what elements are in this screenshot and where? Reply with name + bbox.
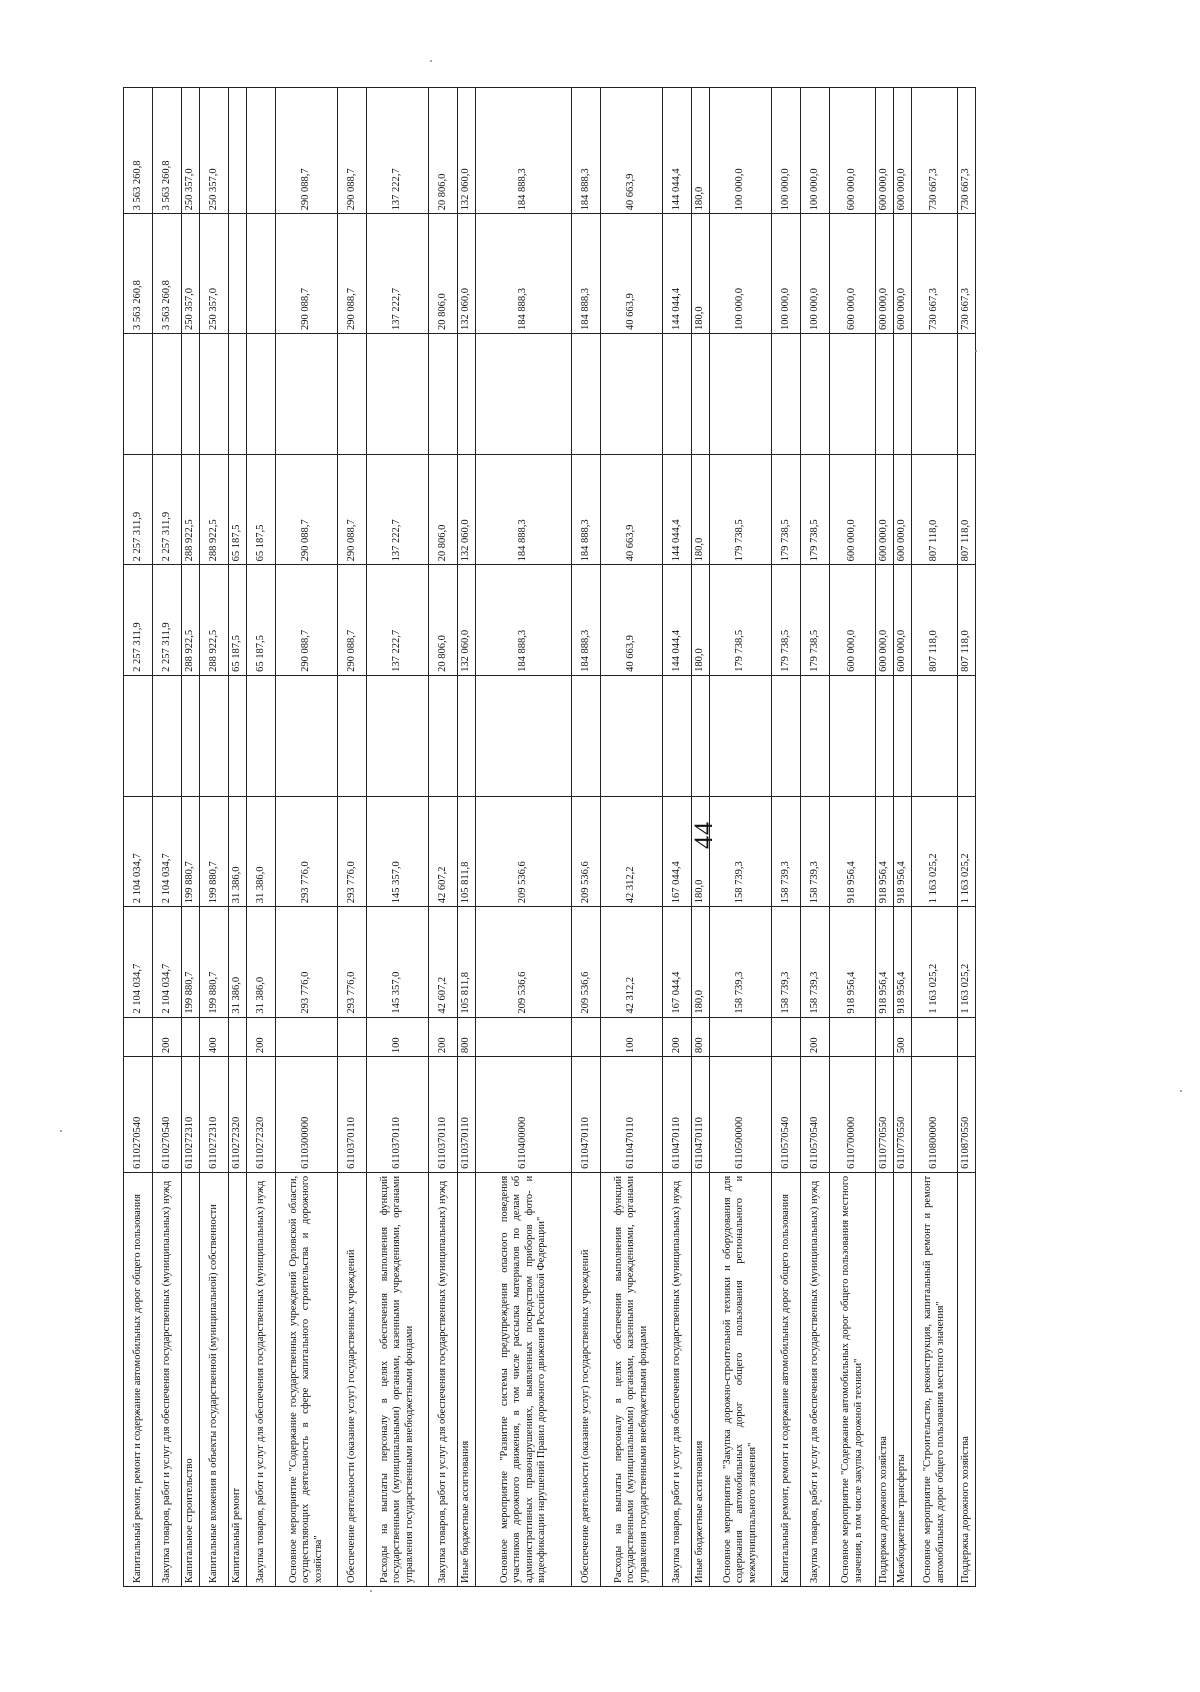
cell-code: 6110300000	[276, 1057, 338, 1173]
cell-amount: 250 357,0	[200, 214, 229, 334]
cell-vr	[912, 1017, 958, 1056]
cell-amount: 918 956,4	[830, 907, 876, 1017]
table-row	[894, 88, 912, 1587]
cell-empty	[801, 333, 830, 454]
cell-code: 6110770550	[894, 1057, 912, 1173]
cell-amount: 600 000,0	[876, 454, 894, 564]
cell-amount: 290 088,7	[276, 454, 338, 564]
cell-empty	[229, 675, 247, 796]
cell-amount: 184 888,3	[476, 88, 572, 214]
cell-amount: 31 386,0	[247, 796, 276, 906]
cell-amount: 730 667,3	[912, 88, 958, 214]
cell-amount: 100 000,0	[772, 214, 801, 334]
cell-amount: 918 956,4	[894, 907, 912, 1017]
budget-table	[123, 87, 976, 1587]
cell-amount: 144 044,4	[663, 88, 692, 214]
cell-amount: 137 222,7	[367, 454, 429, 564]
cell-empty	[692, 333, 710, 454]
cell-amount: 293 776,0	[338, 907, 367, 1017]
cell-code: 6110272310	[182, 1057, 200, 1173]
cell-amount: 179 738,5	[772, 454, 801, 564]
cell-amount: 100 000,0	[710, 214, 772, 334]
cell-amount: 290 088,7	[338, 214, 367, 334]
cell-amount: 40 663,9	[601, 454, 663, 564]
cell-amount: 20 806,0	[429, 565, 458, 675]
cell-amount: 209 536,6	[476, 907, 572, 1017]
cell-amount: 288 922,5	[200, 565, 229, 675]
cell-vr: 800	[692, 1017, 710, 1056]
cell-name: Закупка товаров, работ и услуг для обеспечения государственных (муниципальных) нужд	[801, 1172, 830, 1586]
cell-vr: 400	[200, 1017, 229, 1056]
cell-name: Поддержка дорожного хозяйства	[958, 1172, 976, 1586]
cell-code: 6110570540	[801, 1057, 830, 1173]
cell-amount: 807 118,0	[958, 454, 976, 564]
cell-amount: 918 956,4	[876, 796, 894, 906]
table-row	[367, 88, 429, 1587]
cell-name: Основное мероприятие "Закупка дорожно-строительной техники и оборудования для содержания автомобильных дорог общего пользования регионального и межмуниципального значения"	[710, 1172, 772, 1586]
cell-name: Основное мероприятие "Строительство, реконструкция, капитальный ремонт и ремонт автомобильных дорог общего пользования местного значения"	[912, 1172, 958, 1586]
cell-amount: 100 000,0	[801, 88, 830, 214]
cell-empty	[572, 333, 601, 454]
cell-amount: 290 088,7	[338, 88, 367, 214]
cell-amount: 40 663,9	[601, 214, 663, 334]
table-row	[710, 88, 772, 1587]
cell-amount: 65 187,5	[229, 454, 247, 564]
cell-amount: 730 667,3	[958, 214, 976, 334]
cell-code: 6110870550	[958, 1057, 976, 1173]
cell-code: 6110272320	[247, 1057, 276, 1173]
cell-amount: 184 888,3	[572, 565, 601, 675]
cell-empty	[601, 333, 663, 454]
table-row	[338, 88, 367, 1587]
cell-amount: 184 888,3	[476, 214, 572, 334]
cell-amount: 209 536,6	[476, 796, 572, 906]
cell-vr	[124, 1017, 153, 1056]
cell-amount: 100 000,0	[710, 88, 772, 214]
cell-amount: 158 739,3	[772, 907, 801, 1017]
cell-amount: 137 222,7	[367, 565, 429, 675]
cell-amount: 184 888,3	[572, 88, 601, 214]
cell-amount: 40 663,9	[601, 565, 663, 675]
cell-amount: 3 563 260,8	[153, 214, 182, 334]
cell-vr	[710, 1017, 772, 1056]
cell-empty	[124, 333, 153, 454]
cell-amount: 1 163 025,2	[912, 907, 958, 1017]
cell-code: 6110370110	[458, 1057, 476, 1173]
cell-empty	[710, 675, 772, 796]
cell-amount	[247, 214, 276, 334]
cell-amount: 2 104 034,7	[153, 796, 182, 906]
cell-name: Капитальные вложения в объекты государственной (муниципальной) собственности	[200, 1172, 229, 1586]
cell-amount: 600 000,0	[830, 214, 876, 334]
table-row	[229, 88, 247, 1587]
cell-empty	[692, 675, 710, 796]
cell-empty	[367, 675, 429, 796]
cell-empty	[601, 675, 663, 796]
cell-amount: 184 888,3	[476, 565, 572, 675]
cell-name: Обеспечение деятельности (оказание услуг) государственных учреждений	[572, 1172, 601, 1586]
cell-name: Закупка товаров, работ и услуг для обеспечения государственных (муниципальных) нужд	[663, 1172, 692, 1586]
cell-amount: 137 222,7	[367, 88, 429, 214]
cell-amount: 600 000,0	[876, 88, 894, 214]
cell-empty	[429, 675, 458, 796]
cell-amount: 31 386,0	[229, 907, 247, 1017]
cell-amount: 290 088,7	[338, 565, 367, 675]
cell-code: 6110470110	[572, 1057, 601, 1173]
cell-name: Расходы на выплаты персоналу в целях обеспечения выполнения функций государственными (муниципальными) органами, казенными учреждениями, органами управления государственными внебюджетными фондами	[367, 1172, 429, 1586]
cell-amount: 2 104 034,7	[124, 796, 153, 906]
cell-amount: 807 118,0	[912, 565, 958, 675]
cell-amount: 180,0	[692, 214, 710, 334]
cell-amount: 100 000,0	[801, 214, 830, 334]
cell-amount: 250 357,0	[182, 88, 200, 214]
cell-empty	[663, 675, 692, 796]
cell-amount: 730 667,3	[958, 88, 976, 214]
cell-amount: 290 088,7	[276, 88, 338, 214]
cell-code: 6110370110	[338, 1057, 367, 1173]
cell-amount: 293 776,0	[276, 796, 338, 906]
cell-amount: 3 563 260,8	[124, 88, 153, 214]
cell-code: 6110700000	[830, 1057, 876, 1173]
cell-empty	[830, 675, 876, 796]
cell-name: Закупка товаров, работ и услуг для обеспечения государственных (муниципальных) нужд	[429, 1172, 458, 1586]
cell-amount: 137 222,7	[367, 214, 429, 334]
cell-amount: 290 088,7	[276, 565, 338, 675]
cell-empty	[912, 333, 958, 454]
cell-code: 6110270540	[124, 1057, 153, 1173]
table-row	[801, 88, 830, 1587]
cell-empty	[958, 333, 976, 454]
cell-amount: 184 888,3	[476, 454, 572, 564]
cell-amount: 199 880,7	[200, 796, 229, 906]
cell-amount: 288 922,5	[200, 454, 229, 564]
table-row	[276, 88, 338, 1587]
cell-empty	[124, 675, 153, 796]
cell-amount: 144 044,4	[663, 454, 692, 564]
cell-name: Иные бюджетные ассигнования	[458, 1172, 476, 1586]
cell-code: 6110370110	[367, 1057, 429, 1173]
cell-amount: 2 257 311,9	[124, 454, 153, 564]
cell-amount: 20 806,0	[429, 214, 458, 334]
cell-amount: 158 739,3	[710, 907, 772, 1017]
cell-empty	[710, 333, 772, 454]
cell-amount: 179 738,5	[801, 454, 830, 564]
cell-amount: 31 386,0	[247, 907, 276, 1017]
cell-empty	[276, 675, 338, 796]
cell-amount: 918 956,4	[830, 796, 876, 906]
cell-amount: 199 880,7	[200, 907, 229, 1017]
cell-name: Обеспечение деятельности (оказание услуг) государственных учреждений	[338, 1172, 367, 1586]
table-row	[912, 88, 958, 1587]
cell-amount: 132 060,0	[458, 565, 476, 675]
cell-code: 6110270540	[153, 1057, 182, 1173]
cell-amount: 180,0	[692, 565, 710, 675]
table-row	[663, 88, 692, 1587]
cell-vr	[876, 1017, 894, 1056]
cell-amount: 807 118,0	[958, 565, 976, 675]
table-row	[429, 88, 458, 1587]
cell-amount: 600 000,0	[830, 565, 876, 675]
cell-vr: 500	[894, 1017, 912, 1056]
cell-amount	[229, 88, 247, 214]
cell-vr	[958, 1017, 976, 1056]
cell-vr	[276, 1017, 338, 1056]
cell-amount: 2 257 311,9	[153, 454, 182, 564]
cell-amount: 158 739,3	[710, 796, 772, 906]
cell-amount: 918 956,4	[876, 907, 894, 1017]
table-row	[830, 88, 876, 1587]
cell-empty	[830, 333, 876, 454]
cell-amount: 167 044,4	[663, 907, 692, 1017]
cell-vr	[572, 1017, 601, 1056]
cell-empty	[276, 333, 338, 454]
table-body	[124, 88, 976, 1587]
cell-amount: 1 163 025,2	[958, 907, 976, 1017]
cell-code: 6110470110	[692, 1057, 710, 1173]
table-row	[692, 88, 710, 1587]
cell-vr	[338, 1017, 367, 1056]
cell-empty	[958, 675, 976, 796]
table-row	[772, 88, 801, 1587]
cell-amount: 144 044,4	[663, 565, 692, 675]
cell-code: 6110500000	[710, 1057, 772, 1173]
cell-name: Расходы на выплаты персоналу в целях обеспечения выполнения функций государственными (муниципальными) органами, казенными учреждениями, органами управления государственными внебюджетными фондами	[601, 1172, 663, 1586]
cell-amount: 918 956,4	[894, 796, 912, 906]
cell-amount: 145 357,0	[367, 907, 429, 1017]
cell-name: Капитальный ремонт, ремонт и содержание автомобильных дорог общего пользования	[772, 1172, 801, 1586]
cell-amount: 179 738,5	[710, 565, 772, 675]
cell-code: 6110470110	[663, 1057, 692, 1173]
cell-amount: 20 806,0	[429, 88, 458, 214]
cell-amount: 199 880,7	[182, 796, 200, 906]
cell-empty	[200, 333, 229, 454]
table-row	[458, 88, 476, 1587]
cell-amount	[247, 88, 276, 214]
cell-amount: 600 000,0	[830, 88, 876, 214]
cell-amount: 180,0	[692, 88, 710, 214]
cell-vr: 200	[801, 1017, 830, 1056]
cell-vr	[772, 1017, 801, 1056]
cell-empty	[572, 675, 601, 796]
cell-amount: 290 088,7	[338, 454, 367, 564]
cell-empty	[476, 675, 572, 796]
cell-amount: 250 357,0	[182, 214, 200, 334]
cell-empty	[801, 675, 830, 796]
cell-name: Основное мероприятие "Развитие системы предупреждения опасного поведения участников дорожного движения, в том числе рассылка материалов по делам об административных правонарушениях, выявленных посредством приборов фото- и видеофиксации нарушений Правил дорожного движения Российской Федерации"	[476, 1172, 572, 1586]
cell-amount: 209 536,6	[572, 796, 601, 906]
cell-name: Основное мероприятие "Содержание автомобильных дорог общего пользования местного значения, в том числе закупка дорожной техники"	[830, 1172, 876, 1586]
cell-amount: 209 536,6	[572, 907, 601, 1017]
cell-code: 6110770550	[876, 1057, 894, 1173]
cell-amount	[229, 214, 247, 334]
cell-empty	[429, 333, 458, 454]
cell-empty	[458, 675, 476, 796]
cell-empty	[458, 333, 476, 454]
cell-name: Капитальный ремонт	[229, 1172, 247, 1586]
cell-empty	[876, 675, 894, 796]
cell-vr	[229, 1017, 247, 1056]
table-row	[200, 88, 229, 1587]
cell-empty	[338, 333, 367, 454]
cell-empty	[894, 333, 912, 454]
cell-amount: 2 257 311,9	[124, 565, 153, 675]
cell-amount: 65 187,5	[229, 565, 247, 675]
cell-amount: 600 000,0	[894, 454, 912, 564]
cell-empty	[476, 333, 572, 454]
cell-code: 6110470110	[601, 1057, 663, 1173]
cell-code: 6110800000	[912, 1057, 958, 1173]
cell-empty	[247, 675, 276, 796]
cell-amount: 2 257 311,9	[153, 565, 182, 675]
cell-amount: 20 806,0	[429, 454, 458, 564]
table-row	[476, 88, 572, 1587]
cell-amount: 1 163 025,2	[958, 796, 976, 906]
cell-empty	[894, 675, 912, 796]
cell-amount: 600 000,0	[894, 214, 912, 334]
cell-amount: 158 739,3	[772, 796, 801, 906]
cell-vr	[830, 1017, 876, 1056]
page-number: 44	[689, 821, 718, 849]
cell-amount: 42 312,2	[601, 796, 663, 906]
cell-amount: 31 386,0	[229, 796, 247, 906]
cell-code: 6110370110	[429, 1057, 458, 1173]
cell-code: 6110272310	[200, 1057, 229, 1173]
cell-empty	[772, 675, 801, 796]
cell-amount: 180,0	[692, 454, 710, 564]
cell-vr: 200	[663, 1017, 692, 1056]
cell-empty	[663, 333, 692, 454]
cell-amount: 288 922,5	[182, 565, 200, 675]
table-row	[153, 88, 182, 1587]
table-row	[876, 88, 894, 1587]
cell-amount: 2 104 034,7	[124, 907, 153, 1017]
table-row	[124, 88, 153, 1587]
cell-amount: 184 888,3	[572, 214, 601, 334]
cell-vr: 800	[458, 1017, 476, 1056]
cell-vr: 200	[247, 1017, 276, 1056]
cell-empty	[338, 675, 367, 796]
cell-amount: 105 811,8	[458, 907, 476, 1017]
cell-name: Капитальное строительство	[182, 1172, 200, 1586]
cell-empty	[912, 675, 958, 796]
cell-name: Основное мероприятие "Содержание государственных учреждений Орловской области, осуществляющих деятельность в сфере капитального строительства и дорожного хозяйства"	[276, 1172, 338, 1586]
cell-amount: 600 000,0	[894, 88, 912, 214]
cell-name: Поддержка дорожного хозяйства	[876, 1172, 894, 1586]
cell-amount: 3 563 260,8	[124, 214, 153, 334]
cell-amount: 42 312,2	[601, 907, 663, 1017]
cell-vr: 100	[367, 1017, 429, 1056]
cell-amount: 167 044,4	[663, 796, 692, 906]
cell-code: 6110272320	[229, 1057, 247, 1173]
cell-empty	[876, 333, 894, 454]
cell-amount: 2 104 034,7	[153, 907, 182, 1017]
cell-code: 6110400000	[476, 1057, 572, 1173]
cell-amount: 42 607,2	[429, 796, 458, 906]
cell-amount: 293 776,0	[276, 907, 338, 1017]
cell-amount: 199 880,7	[182, 907, 200, 1017]
cell-amount: 1 163 025,2	[912, 796, 958, 906]
cell-amount: 293 776,0	[338, 796, 367, 906]
cell-vr	[182, 1017, 200, 1056]
cell-empty	[153, 333, 182, 454]
cell-amount: 132 060,0	[458, 454, 476, 564]
cell-empty	[200, 675, 229, 796]
cell-amount: 600 000,0	[894, 565, 912, 675]
cell-name: Межбюджетные трансферты	[894, 1172, 912, 1586]
cell-empty	[247, 333, 276, 454]
cell-amount: 179 738,5	[772, 565, 801, 675]
cell-vr: 100	[601, 1017, 663, 1056]
cell-vr	[476, 1017, 572, 1056]
table-row	[572, 88, 601, 1587]
cell-amount: 179 738,5	[801, 565, 830, 675]
cell-amount: 132 060,0	[458, 214, 476, 334]
table-row	[182, 88, 200, 1587]
cell-amount: 42 607,2	[429, 907, 458, 1017]
table-row	[247, 88, 276, 1587]
cell-empty	[153, 675, 182, 796]
cell-amount: 132 060,0	[458, 88, 476, 214]
cell-amount: 290 088,7	[276, 214, 338, 334]
cell-amount: 180,0	[692, 907, 710, 1017]
cell-amount: 65 187,5	[247, 454, 276, 564]
cell-name: Закупка товаров, работ и услуг для обеспечения государственных (муниципальных) нужд	[153, 1172, 182, 1586]
cell-amount: 600 000,0	[876, 214, 894, 334]
cell-amount: 144 044,4	[663, 214, 692, 334]
cell-amount: 158 739,3	[801, 907, 830, 1017]
cell-amount: 179 738,5	[710, 454, 772, 564]
cell-vr: 200	[429, 1017, 458, 1056]
cell-amount: 105 811,8	[458, 796, 476, 906]
cell-amount: 158 739,3	[801, 796, 830, 906]
cell-empty	[182, 675, 200, 796]
cell-name: Капитальный ремонт, ремонт и содержание автомобильных дорог общего пользования	[124, 1172, 153, 1586]
table-row	[958, 88, 976, 1587]
cell-amount: 184 888,3	[572, 454, 601, 564]
cell-amount: 180,0	[692, 796, 710, 906]
cell-amount: 288 922,5	[182, 454, 200, 564]
cell-vr: 200	[153, 1017, 182, 1056]
cell-name: Иные бюджетные ассигнования	[692, 1172, 710, 1586]
table-row	[601, 88, 663, 1587]
cell-amount: 40 663,9	[601, 88, 663, 214]
cell-empty	[182, 333, 200, 454]
cell-amount: 100 000,0	[772, 88, 801, 214]
cell-amount: 3 563 260,8	[153, 88, 182, 214]
cell-amount: 145 357,0	[367, 796, 429, 906]
cell-empty	[772, 333, 801, 454]
cell-amount: 600 000,0	[876, 565, 894, 675]
cell-amount: 600 000,0	[830, 454, 876, 564]
cell-amount: 65 187,5	[247, 565, 276, 675]
cell-amount: 730 667,3	[912, 214, 958, 334]
cell-empty	[229, 333, 247, 454]
cell-empty	[367, 333, 429, 454]
cell-amount: 807 118,0	[912, 454, 958, 564]
cell-name: Закупка товаров, работ и услуг для обеспечения государственных (муниципальных) нужд	[247, 1172, 276, 1586]
cell-amount: 250 357,0	[200, 88, 229, 214]
cell-code: 6110570540	[772, 1057, 801, 1173]
